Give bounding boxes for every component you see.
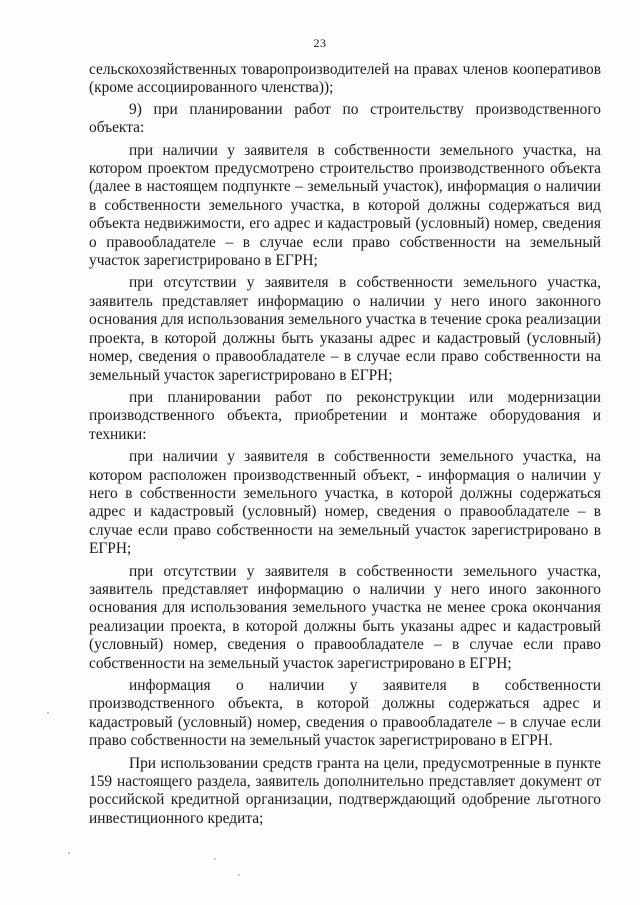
scan-speck xyxy=(47,712,49,714)
paragraph-no-owned-land-reconstruction: при отсутствии у заявителя в собственности земельного участка, заявитель представляет информацию о наличии у него иного законного основания для использования земельного участка не менее срока окончания реализации проекта, в которой должны быть указаны адрес и кадастровый (условный) номер, сведения о правообладателе – в случае если право собственности на земельный участок зарегистрировано в ЕГРН; xyxy=(89,562,601,672)
paragraph-reconstruction-heading: при планировании работ по реконструкции или модернизации производственного объекта, приобретении и монтаже оборудования и техники: xyxy=(89,388,601,443)
paragraph-no-owned-land-construction: при отсутствии у заявителя в собственности земельного участка, заявитель представляет информацию о наличии у него иного законного основания для использования земельного участка в течение срока реализации проекта, в которой должны быть указаны адрес и кадастровый (условный) номер, сведения о правообладателе – в случае если право собственности на земельный участок зарегистрировано в ЕГРН; xyxy=(89,274,601,384)
paragraph-continuation: сельскохозяйственных товаропроизводителей на правах членов кооперативов (кроме ассоциированного членства)); xyxy=(89,61,601,97)
scan-speck xyxy=(68,852,70,854)
paragraph-item-9: 9) при планировании работ по строительству производственного объекта: xyxy=(89,100,601,137)
paragraph-grant-usage: При использовании средств гранта на цели, предусмотренные в пункте 159 настоящего раздела, заявитель дополнительно представляет документ от российской кредитной организации, подтверждающий одобрение льготного инвестиционного кредита; xyxy=(89,754,601,827)
scan-speck xyxy=(214,858,216,860)
paragraph-owned-land-reconstruction: при наличии у заявителя в собственности земельного участка, на котором расположен производственный объект, - информация о наличии у него в собственности земельного участка, в которой должны содержаться адрес и кадастровый (условный) номер, сведения о правообладателе – в случае если право собственности на земельный участок зарегистрировано в ЕГРН; xyxy=(89,448,601,558)
document-body xyxy=(89,61,601,832)
page-number: 23 xyxy=(313,36,327,50)
paragraph-owned-production-object: информация о наличии у заявителя в собственности производственного объекта, в которой должны содержаться адрес и кадастровый (условный) номер, сведения о правообладателе – в случае если право собственности на земельный участок зарегистрировано в ЕГРН. xyxy=(89,677,601,750)
scan-speck xyxy=(238,874,240,876)
paragraph-owned-land-construction: при наличии у заявителя в собственности земельного участка, на котором проектом предусмотрено строительство производственного объекта (далее в настоящем подпункте – земельный участок), информация о наличии в собственности земельного участка, в которой должны содержаться вид объекта недвижимости, его адрес и кадастровый (условный) номер, сведения о правообладателе – в случае если право собственности на земельный участок зарегистрировано в ЕГРН; xyxy=(89,141,601,270)
